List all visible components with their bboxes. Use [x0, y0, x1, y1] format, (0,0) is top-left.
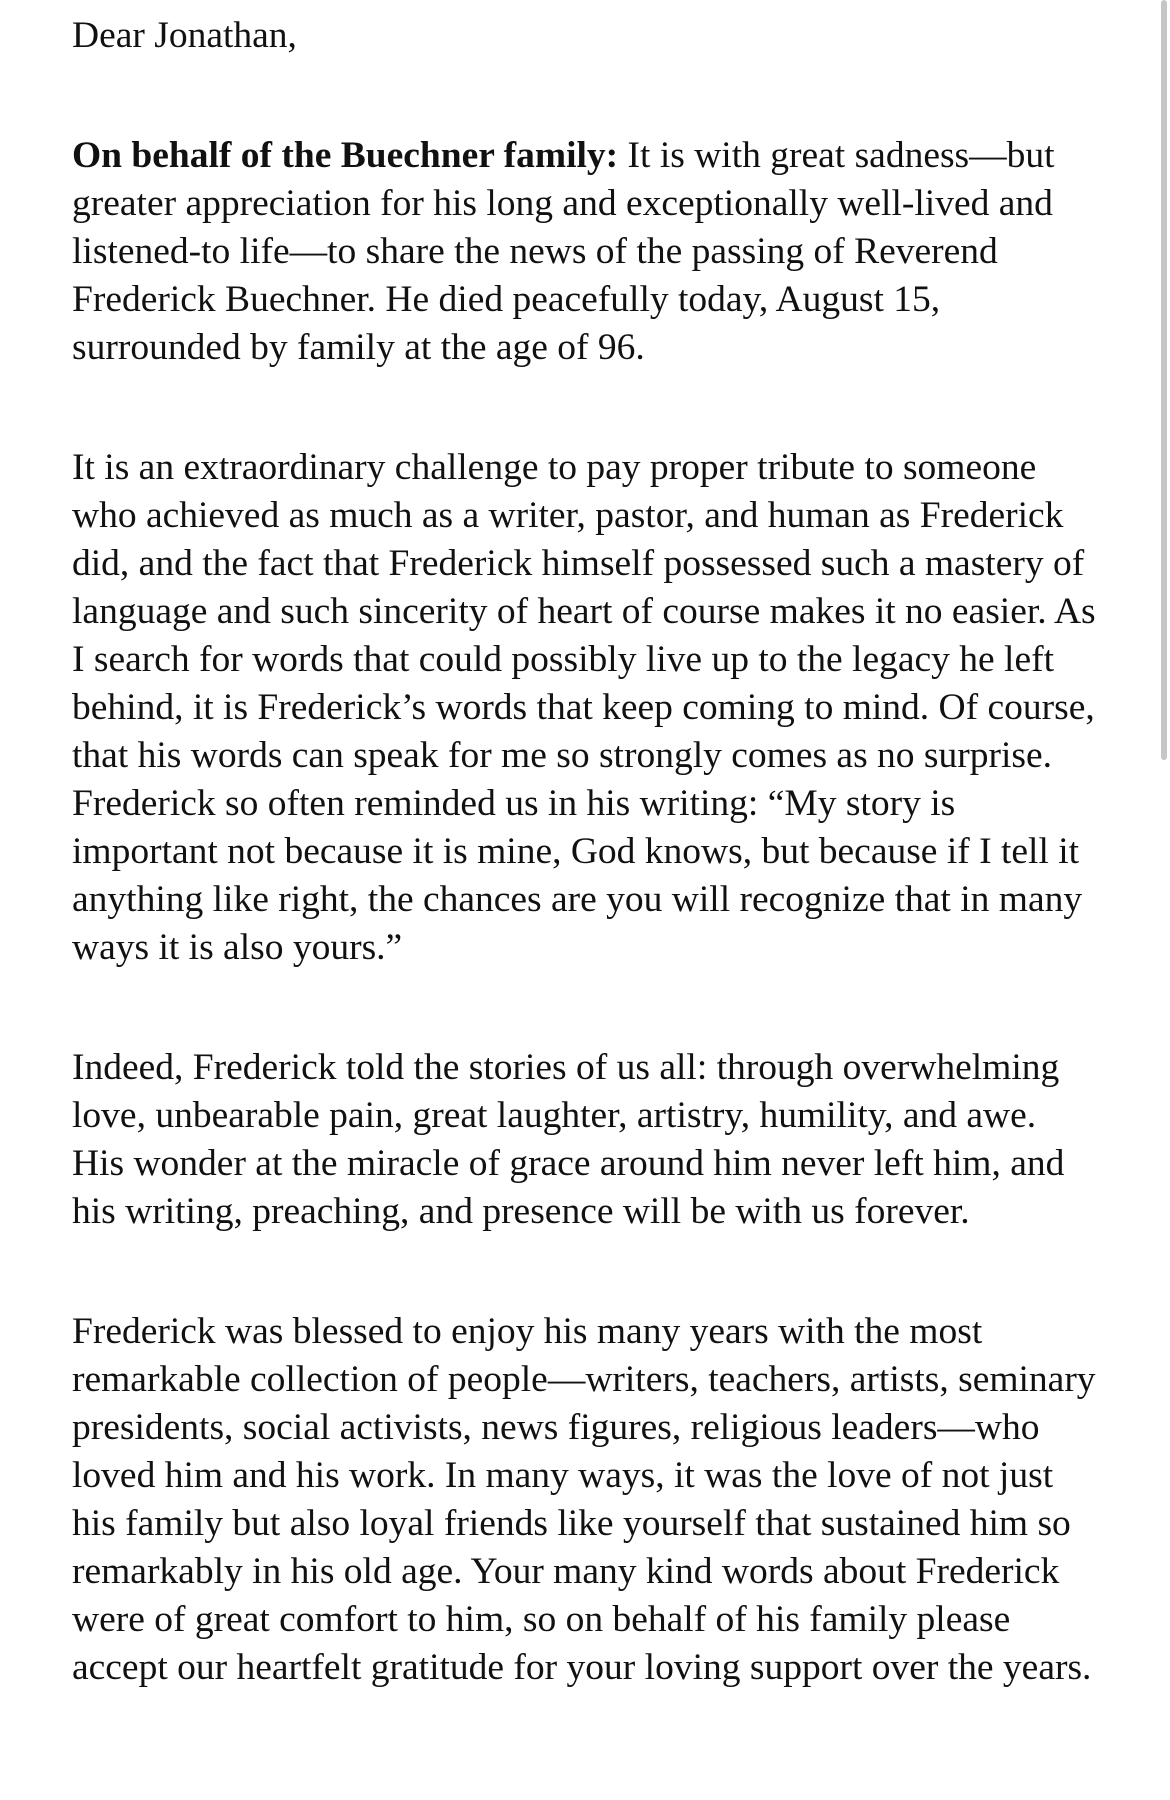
- paragraph-gratitude: Frederick was blessed to enjoy his many years with the most remarkable collection of people—writers, teachers, artists, seminary presidents, social activists, news figures, religious leaders—who loved him and his work. In many ways, it was the love of not just his family but also loyal friends like yourself that sustained him so remarkably in his old age. Your many kind words about Frederick were of great comfort to him, so on behalf of his family please accept our heartfelt gratitude for your loving support over the years.: [72, 1311, 1096, 1688]
- vertical-scrollbar[interactable]: [1156, 0, 1170, 1800]
- paragraph-text: It is with great sadness—but greater appreciation for his long and exceptionally well-lived and listened-to life—to share the news of the passing of Reverend Frederick Buechner. He died peacefully today, August 15, surrounded by family at the age of 96.: [72, 135, 1055, 368]
- letter-body: [72, 12, 1097, 1692]
- paragraph-lead: On behalf of the Buechner family:: [72, 135, 619, 176]
- paragraph-stories: Indeed, Frederick told the stories of us all: through overwhelming love, unbearable pain, great laughter, artistry, humility, and awe. His wonder at the miracle of grace around him never left him, and his writing, preaching, and presence will be with us forever.: [72, 1047, 1065, 1232]
- paragraph-tribute: It is an extraordinary challenge to pay proper tribute to someone who achieved as much as a writer, pastor, and human as Frederick did, and the fact that Frederick himself possessed such a mastery of language and such sincerity of heart of course makes it no easier. As I search for words that could possibly live up to the legacy he left behind, it is Frederick’s words that keep coming to mind. Of course, that his words can speak for me so strongly comes as no surprise. Frederick so often reminded us in his writing: “My story is important not because it is mine, God knows, but because if I tell it anything like right, the chances are you will recognize that in many ways it is also yours.”: [72, 447, 1096, 968]
- greeting: Dear Jonathan,: [72, 15, 297, 56]
- paragraph-announcement: [72, 132, 1097, 372]
- scrollbar-thumb[interactable]: [1161, 0, 1167, 760]
